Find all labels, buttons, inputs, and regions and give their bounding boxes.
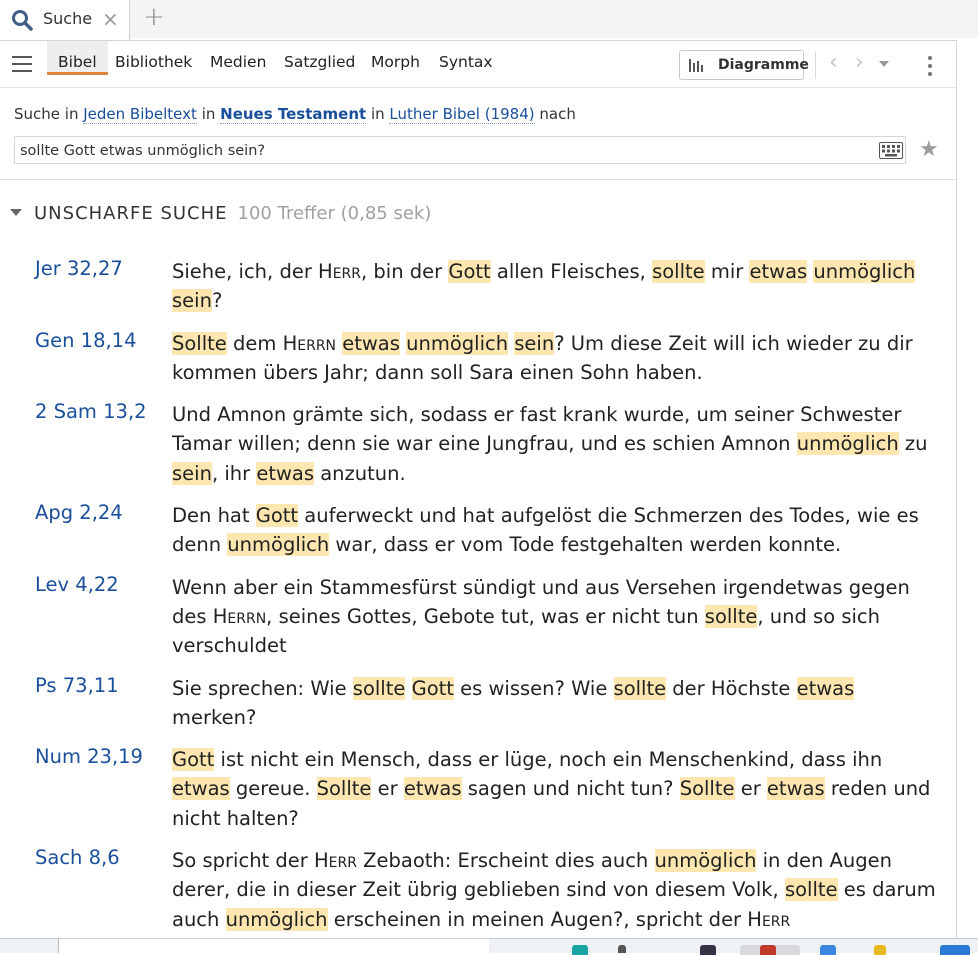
verse-text: So spricht der Herr Zebaoth: Erscheint dies auch unmöglich in den Augen derer, die in dieser Zeit übrig geblieben sind von diesem Volk, sollte es darum auch unmöglich erscheinen in meinen Augen?, spricht der Herr [172, 849, 936, 931]
taskbar-app-icon[interactable] [700, 945, 716, 955]
taskbar-app-icon[interactable] [572, 945, 588, 955]
toolbar [0, 41, 956, 88]
verse-reference-link[interactable]: Jer 32,27 [35, 257, 123, 280]
search-field[interactable] [14, 136, 906, 164]
verse-reference-link[interactable]: Apg 2,24 [35, 501, 123, 525]
tab-strip [0, 0, 978, 38]
chevron-right-icon[interactable]: › [855, 50, 864, 75]
match-highlight: Sollte [679, 777, 735, 801]
scope-in-1: in [201, 105, 216, 123]
result-row[interactable] [0, 329, 956, 388]
tab-title: Suche [43, 9, 93, 28]
divine-name: Herr [314, 849, 357, 873]
match-highlight: Gott [255, 504, 299, 528]
tab-bibliothek[interactable]: Bibliothek [115, 53, 193, 71]
match-highlight: etwas [766, 777, 825, 801]
match-highlight: Gott [411, 676, 454, 700]
match-highlight: unmöglich [813, 260, 916, 283]
chevron-left-icon[interactable]: ‹ [829, 50, 838, 75]
taskbar-app-icon[interactable] [820, 945, 836, 955]
search-tab[interactable] [0, 0, 130, 40]
taskbar-app-icon[interactable] [940, 945, 970, 955]
star-icon[interactable]: ★ [919, 137, 939, 162]
divine-name: Herr [318, 260, 361, 283]
search-scope-line [14, 105, 576, 123]
results-count: 100 Treffer (0,85 sek) [237, 203, 432, 224]
scope-in-2: in [370, 105, 385, 123]
match-highlight: Sollte [172, 331, 227, 355]
verse-text: Sollte dem Herrn etwas unmöglich sein? Um diese Zeit will ich wieder zu dir kommen übers Jahr; dann soll Sara einen Sohn haben. [172, 331, 913, 384]
result-row[interactable] [0, 846, 956, 934]
taskbar [0, 938, 978, 953]
match-highlight: unmöglich [227, 533, 330, 557]
verse-reference-link[interactable]: 2 Sam 13,2 [35, 400, 147, 424]
verse-text: Den hat Gott auferweckt und hat aufgelöst die Schmerzen des Todes, wie es denn unmöglich war, dass er vom Tode festgehalten werden konnte. [172, 504, 919, 557]
result-row[interactable] [0, 501, 956, 560]
match-highlight: Gott [448, 260, 491, 283]
divine-name: Herr [747, 907, 791, 931]
match-highlight: sein [514, 331, 555, 355]
bible-link[interactable]: Luther Bibel (1984) [389, 105, 535, 123]
result-row[interactable] [0, 745, 956, 833]
tab-syntax[interactable]: Syntax [439, 53, 493, 71]
verse-reference-link[interactable]: Gen 18,14 [35, 328, 137, 352]
match-highlight: sollte [613, 676, 667, 700]
match-highlight: etwas [256, 461, 315, 485]
search-icon [10, 8, 34, 32]
match-highlight: unmöglich [796, 432, 899, 456]
verse-text: Und Amnon grämte sich, sodass er fast krank wurde, um seiner Schwester Tamar willen; denn sie war eine Jungfrau, und es schien Amnon unmöglich zu sein, ihr etwas anzutun. [172, 403, 928, 485]
tab-satzglied[interactable]: Satzglied [284, 53, 356, 71]
match-highlight: sollte [704, 604, 758, 628]
match-highlight: unmöglich [406, 331, 509, 355]
search-input[interactable] [18, 140, 862, 162]
match-highlight: Gott [172, 748, 215, 772]
match-highlight: sollte [652, 260, 705, 283]
scope-suffix: nach [539, 105, 576, 123]
taskbar-app-icon[interactable] [760, 945, 776, 955]
result-row[interactable] [0, 573, 956, 661]
collapse-triangle-icon[interactable] [10, 209, 22, 216]
verse-reference-link[interactable]: Lev 4,22 [35, 572, 119, 596]
taskbar-search-field[interactable] [58, 939, 489, 953]
plus-icon[interactable]: + [143, 2, 165, 32]
match-highlight: Sollte [316, 777, 372, 801]
divine-name: Herrn [282, 331, 337, 355]
divine-name: Herrn [212, 604, 267, 628]
match-highlight: etwas [172, 777, 230, 801]
keyboard-icon[interactable] [879, 142, 903, 159]
results-list [0, 257, 956, 947]
match-highlight: etwas [342, 331, 400, 355]
result-row[interactable] [0, 674, 956, 733]
match-highlight: sein [172, 461, 212, 485]
verse-reference-link[interactable]: Sach 8,6 [35, 846, 120, 870]
match-highlight: etwas [796, 676, 855, 700]
result-row[interactable] [0, 400, 956, 488]
results-title: UNSCHARFE SUCHE [34, 203, 228, 224]
scope-link[interactable]: Jeden Bibeltext [83, 105, 197, 123]
results-header[interactable] [10, 203, 431, 224]
match-highlight: etwas [749, 260, 808, 283]
verse-text: Gott ist nicht ein Mensch, dass er lüge, noch ein Menschenkind, dass ihn etwas gereue. Sollte er etwas sagen und nicht tun? Sollte er etwas reden und nicht halten? [172, 748, 931, 830]
result-row[interactable] [0, 257, 956, 316]
bar-chart-icon [689, 59, 705, 72]
verse-reference-link[interactable]: Num 23,19 [35, 745, 143, 769]
match-highlight: sollte [784, 878, 838, 902]
close-icon[interactable]: × [102, 7, 119, 31]
toolbar-divider [815, 51, 816, 79]
diagramme-button[interactable] [679, 50, 809, 80]
verse-text: Sie sprechen: Wie sollte Gott es wissen? Wie sollte der Höchste etwas merken? [172, 676, 855, 729]
search-panel [0, 40, 957, 952]
match-highlight: sein [172, 289, 212, 313]
diagramme-label: Diagramme [718, 57, 809, 73]
scope-prefix: Suche in [14, 105, 79, 123]
menu-icon[interactable] [12, 56, 34, 74]
match-highlight: etwas [403, 777, 462, 801]
match-highlight: sollte [352, 676, 406, 700]
verse-text: Siehe, ich, der Herr, bin der Gott allen Fleisches, sollte mir etwas unmöglich sein? [172, 260, 916, 313]
verse-text: Wenn aber ein Stammesfürst sündigt und aus Versehen irgendetwas gegen des Herrn, seines Gottes, Gebote tut, was er nicht tun sollte, und so sich verschuldet [172, 575, 910, 658]
match-highlight: unmöglich [654, 849, 757, 873]
tab-bibel[interactable]: Bibel [47, 41, 108, 75]
match-highlight: unmöglich [225, 907, 328, 931]
taskbar-app-icon[interactable] [874, 945, 886, 955]
tab-morph[interactable]: Morph [371, 53, 420, 71]
divider [0, 179, 956, 180]
tab-medien[interactable]: Medien [210, 53, 267, 71]
more-vertical-icon[interactable] [928, 56, 934, 78]
caret-down-icon[interactable] [879, 61, 889, 67]
range-link[interactable]: Neues Testament [220, 105, 367, 123]
verse-reference-link[interactable]: Ps 73,11 [35, 673, 119, 697]
